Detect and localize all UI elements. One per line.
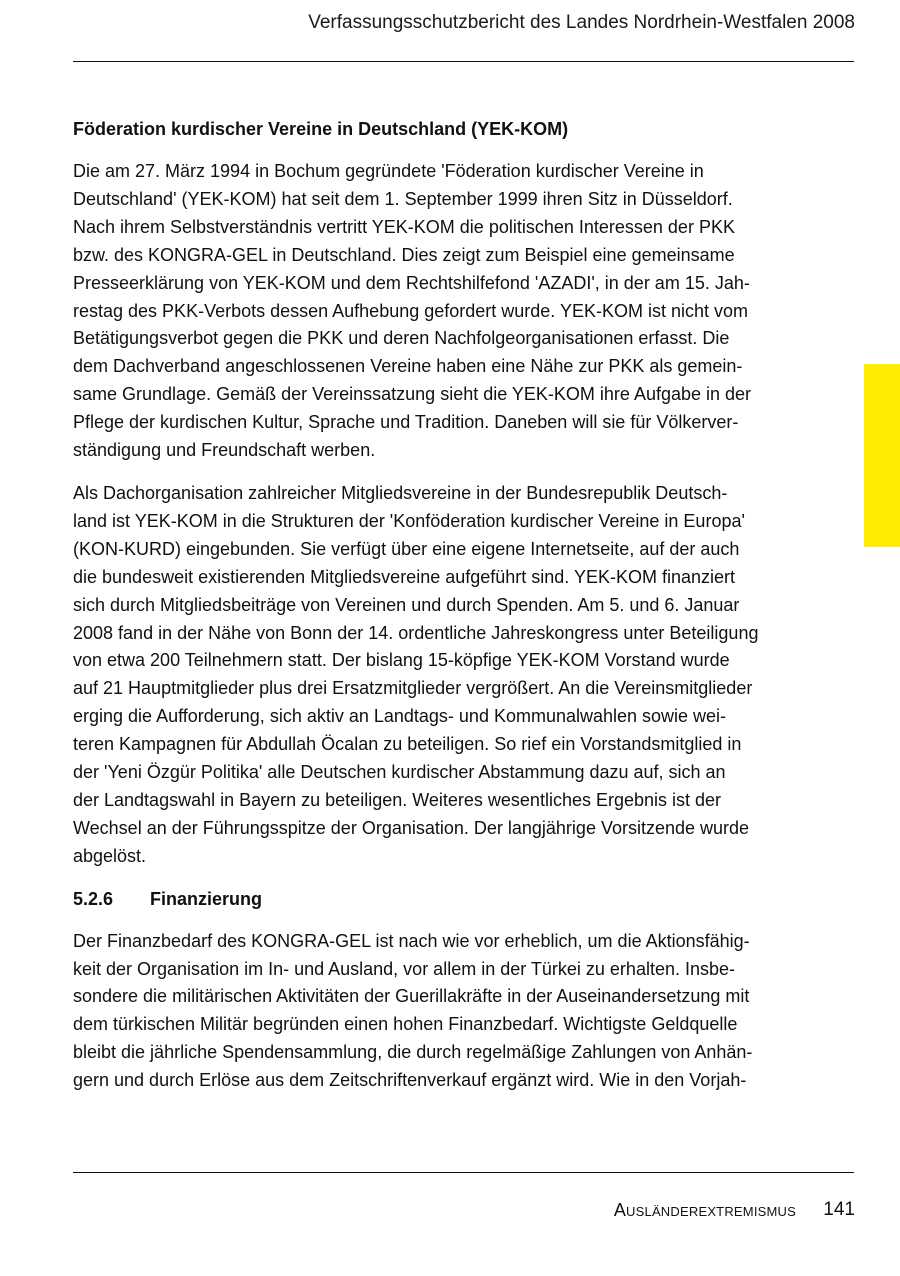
subsection-number: 5.2.6 [73,888,114,909]
header-divider [73,61,854,62]
page-number: 141 [823,1199,855,1220]
body-paragraph: Als Dachorganisation zahlreicher Mitgliedsvereine in der Bundesrepublik Deutsch- land ist YEK-KOM in die Strukturen der 'Konföderation kurdischer Vereine in Europa' (KON-KURD) eingebunden. Sie verfügt über eine eigene Internetseite, auf der auch die bundesweit existierenden Mitgliedsvereine aufgeführt sind. YEK-KOM finanziert sich durch Mitgliedsbeiträge von Vereinen und durch Spenden. Am 5. und 6. Januar 2008 fand in der Nähe von Bonn der 14. ordentliche Jahreskongress unter Beteiligung von etwa 200 Teilnehmern statt. Der bislang 15-köpfige YEK-KOM Vorstand wurde auf 21 Hauptmitglieder plus drei Ersatzmitglieder vergrößert. An die Vereinsmitglieder erging die Aufforderung, sich aktiv an Landtags- und Kommunalwahlen sowie wei- teren Kampagnen für Abdullah Öcalan zu beteiligen. So rief ein Vorstandsmitglied in der 'Yeni Özgür Politika' alle Deutschen kurdischer Abstammung dazu auf, sich an der Landtagswahl in Bayern zu beteiligen. Weiteres wesentliches Ergebnis ist der Wechsel an der Führungsspitze der Organisation. Der langjährige Vorsitzende wurde abgelöst. [73,482,759,866]
running-header-title: Verfassungsschutzbericht des Landes Nordrhein-Westfalen 2008 [308,12,855,33]
section-heading: Föderation kurdischer Vereine in Deutschland (YEK-KOM) [73,119,569,139]
subsection-title: Finanzierung [150,888,262,909]
subsection-heading [73,886,813,913]
body-paragraph: Die am 27. März 1994 in Bochum gegründete 'Föderation kurdischer Vereine in Deutschland' (YEK-KOM) hat seit dem 1. September 1999 ihren Sitz in Düsseldorf. Nach ihrem Selbstverständnis vertritt YEK-KOM die politischen Interessen der PKK bzw. des KONGRA-GEL in Deutschland. Dies zeigt zum Beispiel eine gemeinsame Presseerklärung von YEK-KOM und dem Rechtshilfefond 'AZADI', in der am 15. Jah- restag des PKK-Verbots dessen Aufhebung gefordert wurde. YEK-KOM ist nicht vom Betätigungsverbot gegen die PKK und deren Nachfolgeorganisationen erfasst. Die dem Dachverband angeschlossenen Vereine haben eine Nähe zur PKK als gemein- same Grundlage. Gemäß der Vereinssatzung sieht die YEK-KOM ihre Aufgabe in der Pflege der kurdischen Kultur, Sprache und Tradition. Daneben will sie für Völkerver- ständigung und Freundschaft werben. [73,161,752,461]
footer-divider [73,1172,854,1173]
body-paragraph: Der Finanzbedarf des KONGRA-GEL ist nach wie vor erheblich, um die Aktionsfähig- keit der Organisation im In- und Ausland, vor allem in der Türkei zu erhalten. Insbe- sondere die militärischen Aktivitäten der Guerillakräfte in der Auseinandersetzung mit dem türkischen Militär begründen einen hohen Finanzbedarf. Wichtigste Geldquelle bleibt die jährliche Spendensammlung, die durch regelmäßige Zahlungen von Anhän- gern und durch Erlöse aus dem Zeitschriftenverkauf ergänzt wird. Wie in den Vorjah- [73,930,753,1091]
chapter-marker-tab [864,364,900,547]
footer-chapter-title: Ausländerextremismus [613,1200,796,1220]
page-body [73,116,813,1110]
